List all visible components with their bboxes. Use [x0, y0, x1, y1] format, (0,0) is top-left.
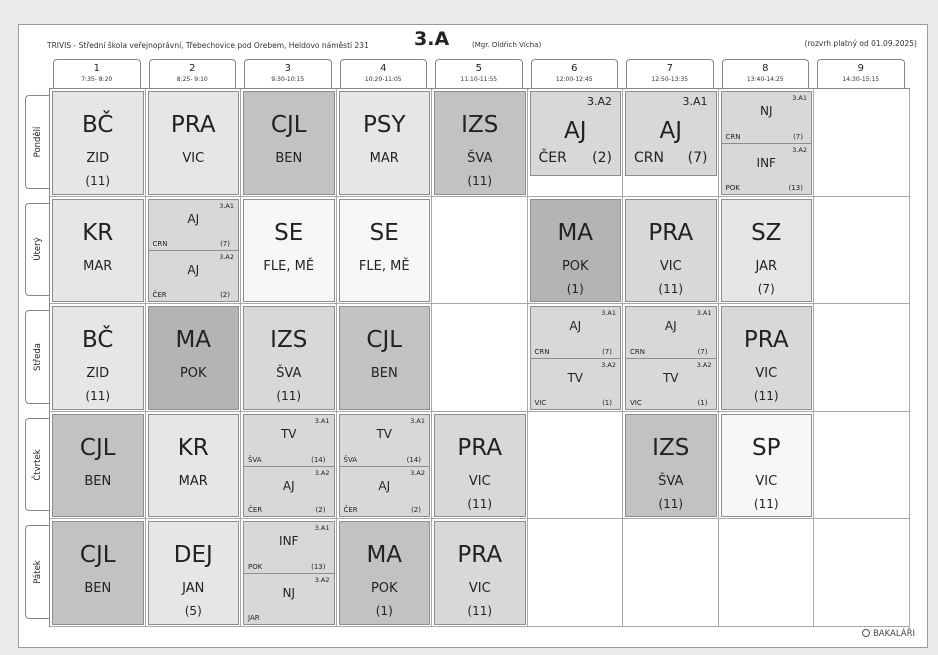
lesson-cell: [243, 521, 335, 625]
subject: CJL: [270, 112, 307, 138]
subject: AJ: [569, 319, 582, 334]
subject: MA: [557, 219, 594, 246]
subject: PRA: [743, 327, 789, 354]
subject: PSY: [362, 112, 406, 138]
lesson-cell: [339, 521, 431, 625]
lesson-cell: [52, 199, 144, 303]
teacher: ŠVA: [658, 473, 684, 489]
lesson-cell: [434, 521, 526, 625]
room: (5): [184, 604, 202, 619]
lesson-half: [244, 522, 334, 573]
lesson-half: [531, 358, 621, 409]
subject: INF: [279, 534, 299, 549]
teacher: POK: [725, 183, 740, 192]
school-name: TRIVIS - Střední škola veřejnoprávní, Třebechovice pod Orebem, Heldovo náměstí 231: [47, 41, 369, 50]
bakalari-logo-icon: [862, 629, 870, 637]
subject: AJ: [659, 118, 683, 144]
subject: IZS: [461, 112, 499, 138]
teacher: BEN: [370, 366, 398, 382]
teacher: CRN: [634, 150, 664, 166]
period-number: 8: [762, 63, 769, 74]
room: (7): [793, 132, 803, 141]
lesson-cell: [243, 306, 335, 410]
room: (13): [788, 183, 803, 192]
lesson-cell: [625, 199, 717, 303]
teacher: JAR: [248, 613, 260, 622]
subject: DEJ: [173, 542, 213, 569]
teacher: ČER: [538, 150, 567, 166]
day-label: [25, 525, 49, 619]
subject: MA: [175, 327, 212, 354]
subject: MA: [366, 542, 403, 569]
lesson-cell: [52, 521, 144, 625]
subject: TV: [376, 426, 393, 441]
teacher: VIC: [755, 473, 778, 489]
lesson-cell: [339, 91, 431, 195]
room: (11): [276, 389, 302, 404]
lesson-half: [531, 307, 621, 358]
room: (11): [658, 496, 684, 511]
teacher: VIC: [659, 258, 682, 274]
teacher: JAN: [182, 581, 205, 597]
group-label: 3.A2: [314, 468, 330, 477]
period-header: [53, 59, 141, 88]
teacher: MAR: [178, 473, 208, 489]
lesson-half: [626, 307, 716, 358]
class-teacher: (Mgr. Oldřich Vícha): [472, 41, 542, 49]
day-label: [25, 203, 49, 297]
teacher: ZID: [86, 366, 110, 382]
subject: BČ: [82, 327, 114, 354]
period-number: 9: [857, 63, 864, 74]
lesson-half: [340, 415, 430, 466]
period-header: [626, 59, 714, 88]
subject: AJ: [187, 211, 200, 226]
room: (2): [220, 291, 230, 300]
room: (1): [697, 398, 708, 407]
lesson-half: [722, 143, 812, 194]
lesson-cell: [148, 199, 240, 303]
room: (11): [753, 496, 779, 511]
grid-line: [336, 89, 337, 627]
timetable-sheet: [18, 24, 928, 648]
subject: AJ: [282, 478, 295, 493]
period-time: 10:20-11:05: [364, 76, 402, 83]
period-time: 9:30-10:15: [271, 76, 305, 83]
grid-line: [431, 89, 432, 627]
period-header: [531, 59, 619, 88]
lesson-half: [149, 250, 239, 301]
subject: KR: [82, 219, 114, 246]
period-number: 4: [380, 63, 387, 74]
timetable-grid: [49, 88, 910, 627]
teacher: ŠVA: [276, 366, 302, 382]
room: (2): [592, 150, 612, 166]
day-label: [25, 418, 49, 512]
grid-line: [240, 89, 241, 627]
lesson-cell: [721, 199, 813, 303]
teacher: VIC: [755, 366, 778, 382]
teacher: FLE, MĚ: [263, 258, 315, 274]
subject: BČ: [82, 112, 114, 138]
lesson-cell: [52, 414, 144, 518]
lesson-cell: [530, 306, 622, 410]
teacher: VIC: [468, 473, 491, 489]
group-label: 3.A1: [696, 309, 712, 318]
teacher: ZID: [86, 151, 110, 166]
teacher: VIC: [468, 581, 491, 597]
subject: CJL: [79, 434, 116, 461]
room: (7): [757, 281, 775, 296]
subject: KR: [177, 434, 209, 461]
room: (1): [566, 281, 584, 296]
room: (14): [406, 455, 421, 464]
room: (1): [602, 398, 612, 407]
teacher: BEN: [84, 581, 112, 597]
logo-text: BAKALÁŘI: [872, 629, 915, 639]
day-label: [25, 95, 49, 189]
period-number: 3: [284, 63, 291, 74]
lesson-cell: [721, 306, 813, 410]
lesson-half: [244, 573, 334, 624]
subject: AJ: [563, 118, 587, 144]
teacher: BEN: [275, 151, 303, 166]
teacher: CRN: [725, 132, 741, 141]
teacher: POK: [561, 258, 589, 274]
lesson-cell: [434, 414, 526, 518]
grid-line: [50, 303, 910, 304]
period-time: 13:40-14:25: [746, 76, 784, 83]
group-label: 3.A1: [601, 309, 616, 318]
lesson-cell: [721, 91, 813, 195]
room: (2): [411, 506, 421, 515]
period-header: [340, 59, 428, 88]
period-number: 2: [189, 63, 196, 74]
validity-note: (rozvrh platný od 01.09.2025): [804, 39, 917, 48]
group-label: 3.A1: [682, 95, 708, 108]
teacher: VIC: [182, 151, 205, 166]
subject: NJ: [759, 104, 773, 118]
teacher: ČER: [152, 291, 167, 300]
room: (11): [467, 174, 493, 188]
group-label: 3.A2: [219, 253, 234, 262]
teacher: MAR: [83, 258, 113, 274]
period-header: [722, 59, 810, 88]
period-time: 7:35- 8:20: [81, 76, 113, 83]
subject: TV: [280, 426, 297, 441]
day-name: Pondělí: [32, 126, 43, 158]
teacher: ČER: [248, 506, 263, 515]
subject: IZS: [652, 434, 690, 461]
subject: SE: [369, 219, 399, 246]
teacher: VIC: [534, 398, 547, 407]
room: (7): [687, 150, 708, 166]
subject: INF: [756, 155, 776, 170]
group-label: 3.A2: [696, 360, 712, 369]
lesson-cell: [339, 199, 431, 303]
period-time: 8:25- 9:10: [176, 76, 208, 83]
group-label: 3.A1: [219, 201, 234, 210]
room: (11): [467, 496, 493, 511]
period-header: [244, 59, 332, 88]
group-label: 3.A1: [410, 416, 425, 425]
lesson-cell: [52, 91, 144, 195]
lesson-cell: [148, 414, 240, 518]
lesson-cell: [434, 91, 526, 195]
teacher: CRN: [630, 347, 645, 356]
day-name: Středa: [32, 343, 43, 371]
room: (13): [311, 563, 326, 572]
period-time: 14:30-15:15: [842, 76, 880, 83]
room: (11): [467, 604, 493, 619]
subject: NJ: [282, 586, 295, 601]
subject: CJL: [366, 327, 403, 354]
teacher: MAR: [369, 151, 399, 166]
lesson-half: [340, 466, 430, 517]
period-header: [817, 59, 905, 88]
lesson-cell: [339, 306, 431, 410]
lesson-cell: [530, 91, 622, 176]
room: (14): [311, 455, 326, 464]
room: (1): [375, 604, 393, 619]
lesson-half: [722, 92, 812, 143]
lesson-cell: [243, 199, 335, 303]
grid-line: [813, 89, 814, 627]
group-label: 3.A2: [792, 145, 807, 154]
lesson-cell: [339, 414, 431, 518]
teacher: BEN: [84, 473, 112, 489]
subject: AJ: [664, 319, 677, 334]
group-label: 3.A2: [586, 95, 612, 108]
subject: SZ: [751, 219, 782, 246]
subject: TV: [662, 370, 679, 385]
teacher: POK: [248, 563, 263, 572]
grid-line: [50, 626, 910, 627]
group-label: 3.A2: [314, 576, 330, 585]
day-name: Čtvrtek: [32, 448, 43, 481]
grid-line: [145, 89, 146, 627]
teacher: ŠVA: [248, 455, 262, 464]
subject: SE: [274, 219, 304, 246]
room: (11): [753, 389, 779, 404]
room: (2): [315, 506, 326, 515]
lesson-cell: [52, 306, 144, 410]
lesson-half: [626, 358, 716, 409]
subject: SP: [752, 434, 781, 461]
room: (7): [602, 347, 612, 356]
lesson-half: [244, 466, 334, 517]
teacher: ŠVA: [467, 151, 493, 166]
period-number: 6: [571, 63, 578, 74]
room: (11): [85, 174, 111, 188]
lesson-half: [149, 200, 239, 251]
class-title: 3.A: [414, 28, 450, 50]
subject: IZS: [270, 327, 308, 354]
room: (11): [658, 281, 684, 296]
lesson-cell: [625, 414, 717, 518]
group-label: 3.A2: [601, 360, 616, 369]
grid-line: [909, 89, 910, 627]
period-time: 12:00-12:45: [555, 76, 593, 83]
period-number: 1: [93, 63, 100, 74]
lesson-cell: [243, 91, 335, 195]
subject: PRA: [170, 112, 216, 138]
group-label: 3.A1: [314, 524, 330, 533]
period-number: 7: [666, 63, 673, 74]
group-label: 3.A1: [314, 416, 330, 425]
day-name: Pátek: [32, 560, 43, 584]
grid-line: [50, 411, 910, 412]
room: (7): [220, 240, 230, 249]
lesson-half: [244, 415, 334, 466]
teacher: CRN: [152, 240, 168, 249]
grid-line: [622, 89, 623, 627]
teacher: FLE, MĚ: [358, 258, 410, 274]
room: (7): [697, 347, 708, 356]
teacher: ČER: [343, 506, 358, 515]
teacher: CRN: [534, 347, 550, 356]
grid-line: [718, 89, 719, 627]
subject: CJL: [79, 542, 116, 569]
lesson-cell: [530, 199, 622, 303]
lesson-cell: [148, 521, 240, 625]
teacher: JAR: [755, 258, 778, 274]
lesson-cell: [625, 306, 717, 410]
subject: AJ: [187, 263, 200, 278]
group-label: 3.A1: [792, 94, 807, 102]
subject: PRA: [457, 542, 503, 569]
subject: PRA: [457, 434, 503, 461]
lesson-cell: [243, 414, 335, 518]
period-time: 11:10-11:55: [460, 76, 498, 83]
teacher: POK: [370, 581, 398, 597]
subject: AJ: [378, 478, 391, 493]
teacher: VIC: [630, 398, 642, 407]
day-label: [25, 310, 49, 404]
room: (11): [85, 389, 111, 404]
period-header: [149, 59, 237, 88]
lesson-cell: [625, 91, 717, 176]
grid-line: [50, 518, 910, 519]
period-header: [435, 59, 523, 88]
group-label: 3.A2: [410, 468, 425, 477]
grid-line: [527, 89, 528, 627]
period-time: 12:50-13:35: [651, 76, 689, 83]
lesson-cell: [721, 414, 813, 518]
grid-line: [50, 196, 910, 197]
bakalari-logo: [862, 629, 915, 639]
teacher: ŠVA: [343, 455, 358, 464]
lesson-cell: [148, 91, 240, 195]
subject: PRA: [648, 219, 694, 246]
day-name: Úterý: [32, 237, 43, 262]
lesson-cell: [148, 306, 240, 410]
subject: TV: [567, 370, 584, 385]
teacher: POK: [179, 366, 207, 382]
period-number: 5: [475, 63, 482, 74]
